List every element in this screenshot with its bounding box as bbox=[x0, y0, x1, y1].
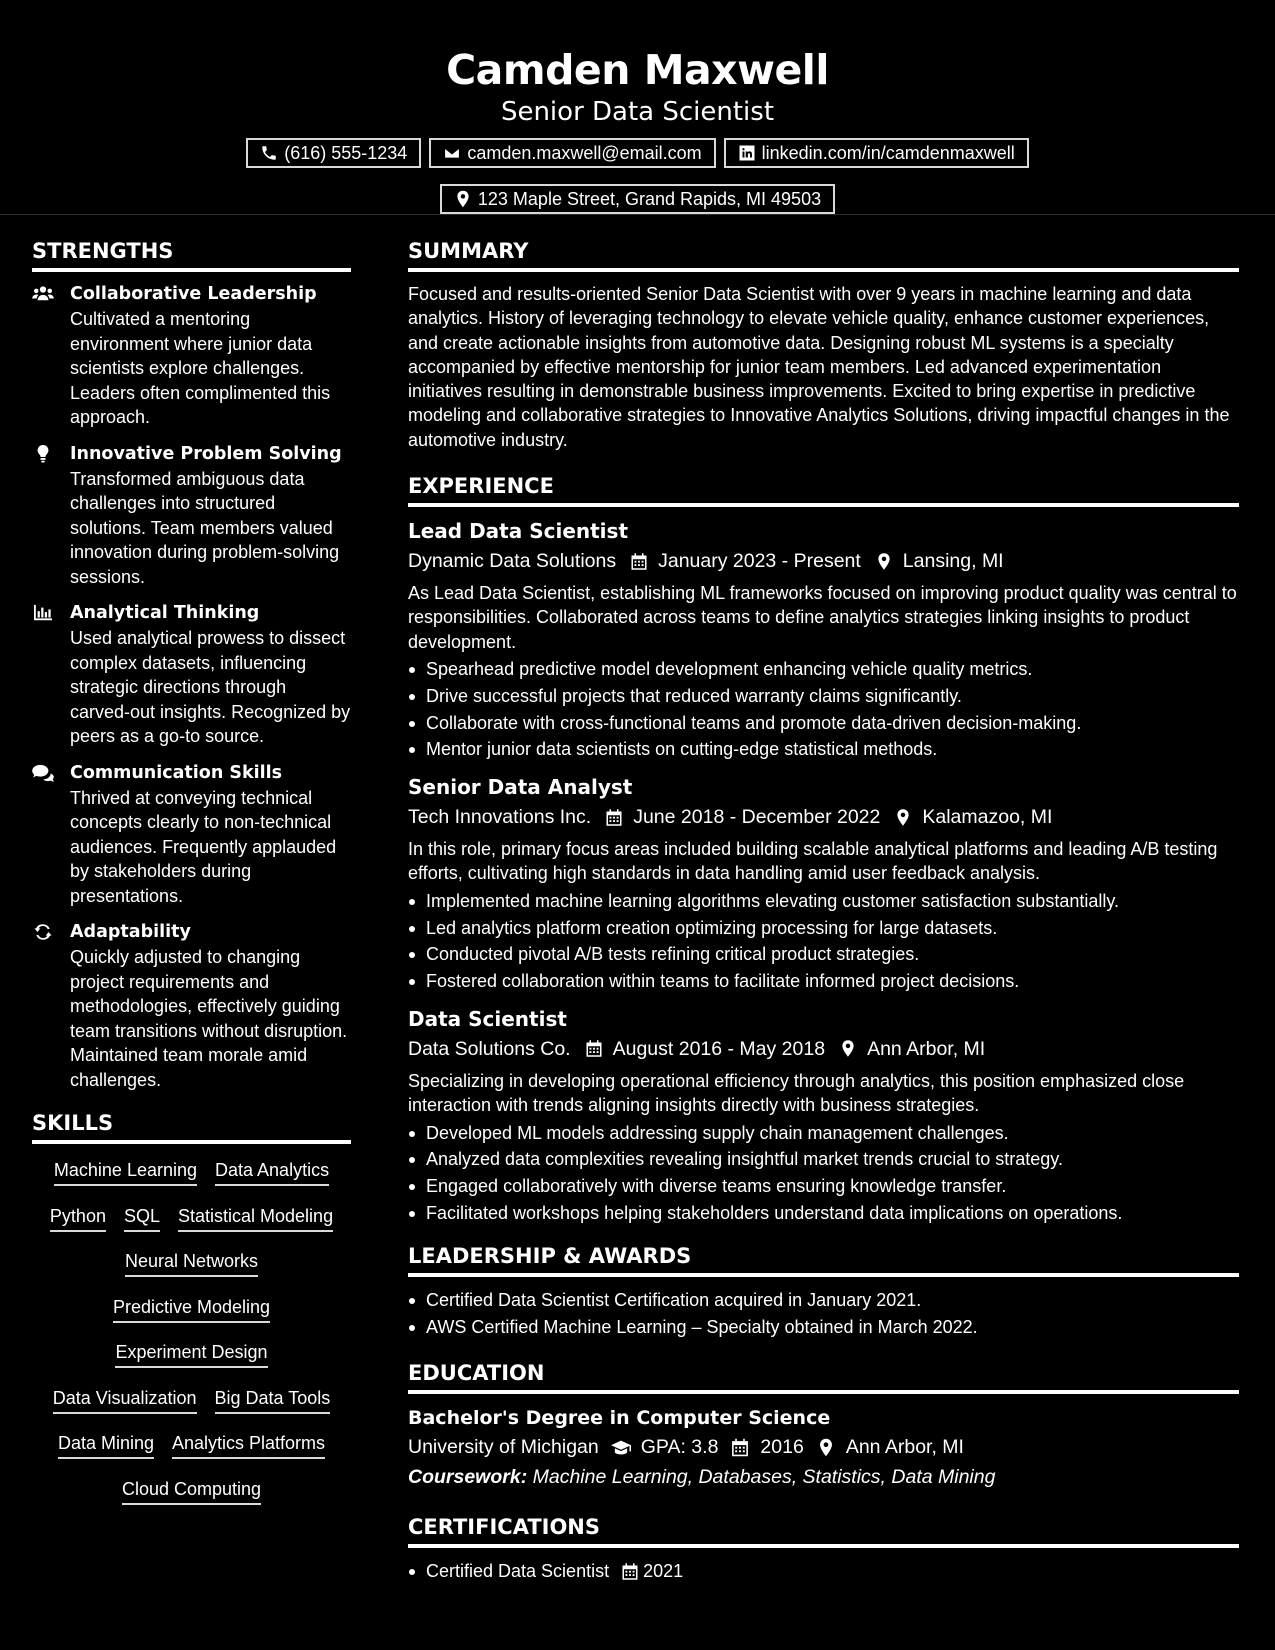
gpa: GPA: 3.8 bbox=[640, 1436, 719, 1459]
skill-tag: SQL bbox=[124, 1204, 160, 1232]
skill-tag: Python bbox=[50, 1204, 106, 1232]
address-text: 123 Maple Street, Grand Rapids, MI 49503 bbox=[477, 188, 822, 209]
coursework-list: Machine Learning, Databases, Statistics, Data Mining bbox=[532, 1466, 996, 1489]
school-name: University of Michigan bbox=[408, 1436, 599, 1459]
list-item: Analyzed data complexities revealing insightful market trends crucial to strategy. bbox=[408, 1146, 1239, 1173]
strength-item bbox=[32, 920, 351, 1092]
refresh-icon bbox=[32, 923, 54, 941]
strength-title: Communication Skills bbox=[70, 762, 283, 783]
job-company: Tech Innovations Inc. bbox=[408, 806, 592, 829]
job-entry bbox=[408, 1005, 1239, 1227]
job-bullets bbox=[408, 888, 1239, 995]
strength-item bbox=[32, 761, 351, 909]
map-pin-icon bbox=[839, 1039, 857, 1058]
job-title: Lead Data Scientist bbox=[408, 519, 628, 544]
skill-tag: Predictive Modeling bbox=[113, 1295, 270, 1323]
skill-tag: Data Mining bbox=[58, 1431, 154, 1459]
job-entry bbox=[408, 517, 1239, 763]
certifications-list bbox=[408, 1558, 1239, 1585]
list-item bbox=[408, 1558, 1239, 1585]
job-bullets bbox=[408, 656, 1239, 763]
calendar-icon bbox=[605, 808, 623, 827]
strength-item bbox=[32, 282, 351, 430]
calendar-icon bbox=[585, 1039, 603, 1058]
candidate-name: Camden Maxwell bbox=[446, 46, 829, 94]
strength-item bbox=[32, 601, 351, 749]
phone-contact[interactable] bbox=[246, 138, 421, 168]
job-dates: August 2016 - May 2018 bbox=[612, 1037, 826, 1060]
list-item: Certified Data Scientist Certification acquired in January 2021. bbox=[408, 1287, 1239, 1314]
linkedin-icon bbox=[738, 144, 756, 162]
skills-list bbox=[32, 1156, 351, 1522]
strength-desc: Thrived at conveying technical concepts clearly to non-technical audiences. Frequently applauded by stakeholders during presentations. bbox=[70, 787, 337, 906]
strength-title: Adaptability bbox=[70, 922, 191, 942]
map-pin-icon bbox=[875, 552, 893, 571]
list-item: Implemented machine learning algorithms elevating customer satisfaction substantially. bbox=[408, 888, 1239, 915]
degree-title: Bachelor's Degree in Computer Science bbox=[408, 1407, 831, 1430]
skill-tag: Data Visualization bbox=[53, 1386, 197, 1414]
list-item: Spearhead predictive model development enhancing vehicle quality metrics. bbox=[408, 656, 1239, 683]
envelope-icon bbox=[443, 144, 461, 162]
address-contact bbox=[440, 184, 835, 214]
job-dates: January 2023 - Present bbox=[658, 550, 861, 573]
job-title: Senior Data Analyst bbox=[408, 775, 633, 800]
list-item: Facilitated workshops helping stakeholders understand data implications on operations. bbox=[408, 1200, 1239, 1227]
strength-item bbox=[32, 442, 351, 590]
list-item: Drive successful projects that reduced warranty claims significantly. bbox=[408, 683, 1239, 710]
job-title: Data Scientist bbox=[408, 1006, 567, 1031]
list-item: Led analytics platform creation optimizing processing for large datasets. bbox=[408, 915, 1239, 942]
cert-year: 2021 bbox=[643, 1561, 684, 1582]
email-text: camden.maxwell@email.com bbox=[467, 142, 702, 163]
map-pin-icon bbox=[454, 190, 472, 208]
job-company: Dynamic Data Solutions bbox=[408, 550, 617, 573]
coursework-label: Coursework: bbox=[408, 1466, 528, 1489]
strength-title: Innovative Problem Solving bbox=[70, 443, 342, 464]
coursework bbox=[408, 1462, 1239, 1492]
chart-icon bbox=[32, 604, 54, 622]
skill-tag: Data Analytics bbox=[215, 1158, 329, 1186]
skill-tag: Cloud Computing bbox=[122, 1477, 261, 1505]
phone-icon bbox=[260, 144, 278, 162]
skill-tag: Machine Learning bbox=[54, 1158, 197, 1186]
leadership-heading: LEADERSHIP & AWARDS bbox=[408, 1241, 1239, 1277]
map-pin-icon bbox=[894, 808, 912, 827]
strength-desc: Used analytical prowess to dissect complex datasets, influencing strategic directions through carved-out insights. Recognized by peers as a go-to source. bbox=[70, 628, 351, 746]
skill-tag: Experiment Design bbox=[115, 1340, 267, 1368]
strengths-heading: STRENGTHS bbox=[32, 236, 351, 272]
education-heading: EDUCATION bbox=[408, 1358, 1239, 1394]
phone-text: (616) 555-1234 bbox=[284, 142, 408, 163]
job-bullets bbox=[408, 1120, 1239, 1227]
awards-list bbox=[408, 1287, 1239, 1341]
list-item: Fostered collaboration within teams to facilitate informed project decisions. bbox=[408, 968, 1239, 995]
linkedin-contact[interactable] bbox=[724, 138, 1029, 168]
skill-tag: Neural Networks bbox=[125, 1249, 258, 1277]
skill-tag: Big Data Tools bbox=[215, 1386, 331, 1414]
skills-heading: SKILLS bbox=[32, 1108, 351, 1144]
calendar-icon bbox=[730, 1438, 750, 1457]
job-description: As Lead Data Scientist, establishing ML frameworks focused on improving product quality was central to responsibilities. Collaborated across teams to define analytics strategies linking insights to product development. bbox=[408, 583, 1237, 652]
experience-heading: EXPERIENCE bbox=[408, 471, 1239, 507]
school-location: Ann Arbor, MI bbox=[845, 1436, 964, 1459]
certifications-heading: CERTIFICATIONS bbox=[408, 1512, 1239, 1548]
users-icon bbox=[32, 285, 54, 303]
job-location: Lansing, MI bbox=[902, 550, 1004, 573]
map-pin-icon bbox=[816, 1438, 836, 1457]
strength-title: Collaborative Leadership bbox=[70, 284, 317, 304]
strength-desc: Quickly adjusted to changing project requirements and methodologies, effectively guiding team transitions without disruption. Maintained team morale amid challenges. bbox=[70, 947, 348, 1090]
graduation-cap-icon bbox=[611, 1438, 631, 1457]
job-description: Specializing in developing operational efficiency through analytics, this position emphasized close interaction with trends aligning insights directly with business strategies. bbox=[408, 1070, 1185, 1116]
job-description: In this role, primary focus areas included building scalable analytical platforms and leading A/B testing efforts, cultivating high standards in data handling amid user feedback analysis. bbox=[408, 839, 1218, 884]
job-location: Ann Arbor, MI bbox=[867, 1037, 986, 1060]
list-item: AWS Certified Machine Learning – Specialty obtained in March 2022. bbox=[408, 1314, 1239, 1341]
strengths-list bbox=[32, 282, 351, 1092]
skill-tag: Statistical Modeling bbox=[178, 1204, 333, 1232]
graduation-year: 2016 bbox=[760, 1436, 804, 1459]
list-item: Collaborate with cross-functional teams and promote data-driven decision-making. bbox=[408, 710, 1239, 737]
list-item: Conducted pivotal A/B tests refining critical product strategies. bbox=[408, 941, 1239, 968]
calendar-icon bbox=[621, 1562, 639, 1581]
right-column bbox=[408, 236, 1239, 1585]
candidate-title: Senior Data Scientist bbox=[500, 97, 775, 127]
strength-title: Analytical Thinking bbox=[70, 603, 260, 623]
job-company: Data Solutions Co. bbox=[408, 1037, 571, 1060]
job-location: Kalamazoo, MI bbox=[922, 806, 1053, 829]
job-entry bbox=[408, 773, 1239, 995]
contact-bar bbox=[188, 138, 1088, 214]
list-item: Developed ML models addressing supply chain management challenges. bbox=[408, 1120, 1239, 1147]
summary-text: Focused and results-oriented Senior Data Scientist with over 9 years in machine learning and data analytics. History of leveraging technology to elevate vehicle quality, enhance customer experiences, and create actionable insights from automotive data. Designing robust ML systems is a specialty accompanied by effective mentorship for junior team members. Led advanced experimentation initiatives resulting in demonstrable business improvements. Excited to bring expertise in predictive modeling and collaborative strategies to Innovative Analytics Solutions, driving impactful changes in the automotive industry. bbox=[408, 284, 1230, 450]
strength-desc: Transformed ambiguous data challenges into structured solutions. Team members valued innovation during problem-solving sessions. bbox=[70, 468, 340, 587]
list-item: Mentor junior data scientists on cutting-edge statistical methods. bbox=[408, 736, 1239, 763]
cert-name: Certified Data Scientist bbox=[426, 1561, 610, 1582]
left-column bbox=[32, 236, 351, 1522]
strength-desc: Cultivated a mentoring environment where junior data scientists explore challenges. Leaders often complimented this approach. bbox=[70, 309, 331, 427]
linkedin-text: linkedin.com/in/camdenmaxwell bbox=[761, 142, 1015, 163]
lightbulb-icon bbox=[32, 445, 54, 463]
resume-header bbox=[0, 0, 1275, 215]
email-contact[interactable] bbox=[429, 138, 715, 168]
skill-tag: Analytics Platforms bbox=[172, 1431, 325, 1459]
summary-heading: SUMMARY bbox=[408, 236, 1239, 272]
comments-icon bbox=[32, 764, 54, 782]
job-dates: June 2018 - December 2022 bbox=[633, 806, 881, 829]
list-item: Engaged collaboratively with diverse teams ensuring knowledge transfer. bbox=[408, 1173, 1239, 1200]
calendar-icon bbox=[630, 552, 648, 571]
